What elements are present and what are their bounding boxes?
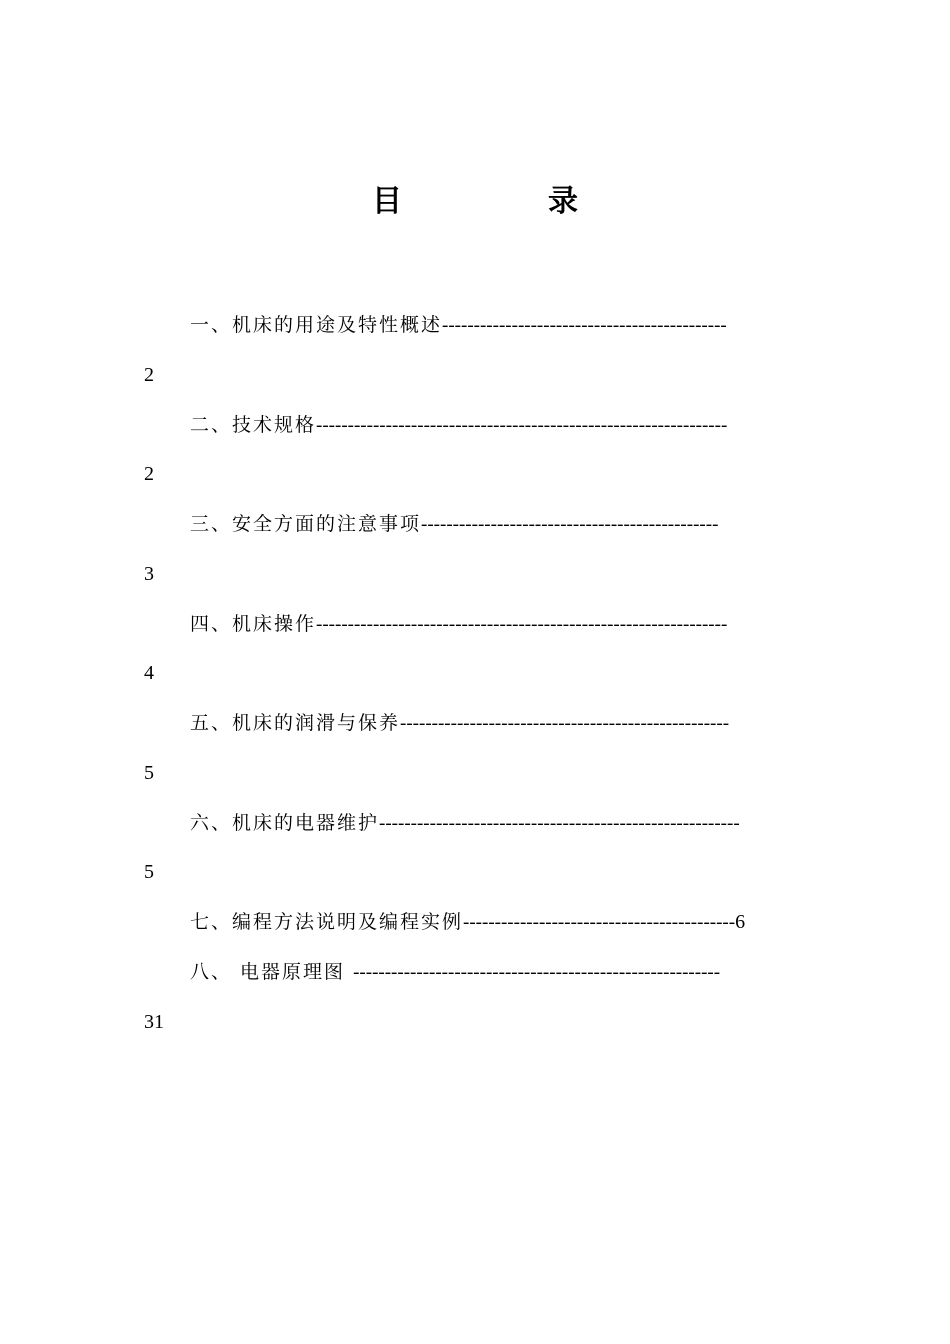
toc-entry-page-number: 2 [144, 364, 154, 386]
toc-entry-title: 八、 电器原理图 [190, 961, 354, 983]
toc-entry-5[interactable] [190, 708, 808, 738]
toc-entry-leader: ----------------------------------------------------------------- [316, 614, 728, 635]
page-title: 目 录 [372, 184, 636, 219]
toc-entry-page-number: 4 [144, 662, 154, 684]
toc-entry-leader: --------------------------------------------------------- [379, 813, 740, 834]
toc-entry-2[interactable] [190, 410, 808, 440]
toc-entry-title: 二、技术规格 [190, 414, 317, 436]
toc-entry-leader: ------------------------------------------- [463, 912, 736, 933]
toc-entry-page-number: 6 [735, 911, 746, 933]
toc-entry-1[interactable] [190, 310, 808, 340]
toc-entry-leader: ---------------------------------------------------- [400, 713, 730, 734]
toc-entry-leader: --------------------------------------------- [442, 315, 727, 336]
toc-entry-leader: ----------------------------------------------- [421, 514, 719, 535]
toc-entry-4[interactable] [190, 609, 808, 639]
toc-entry-page-number: 2 [144, 463, 154, 485]
toc-entry-title: 四、机床操作 [190, 613, 317, 635]
toc-entry-title: 七、编程方法说明及编程实例 [190, 911, 464, 933]
toc-entry-page-number: 5 [144, 762, 154, 784]
toc-entry-page-number: 5 [144, 861, 154, 883]
toc-entry-page-number: 31 [144, 1011, 164, 1033]
toc-entry-leader: ----------------------------------------------------------------- [316, 415, 728, 436]
toc-entry-title: 三、安全方面的注意事项 [190, 513, 422, 535]
toc-entry-title: 五、机床的润滑与保养 [190, 712, 401, 734]
toc-entry-3[interactable] [190, 509, 808, 539]
toc-entry-page-number: 3 [144, 563, 154, 585]
toc-entry-title: 一、机床的用途及特性概述 [190, 314, 443, 336]
toc-entry-leader: ---------------------------------------------------------- [353, 962, 721, 983]
toc-entry-title: 六、机床的电器维护 [190, 812, 380, 834]
toc-entry-6[interactable] [190, 808, 808, 838]
toc-entry-8[interactable] [190, 957, 808, 987]
toc-entry-7[interactable] [190, 907, 808, 937]
